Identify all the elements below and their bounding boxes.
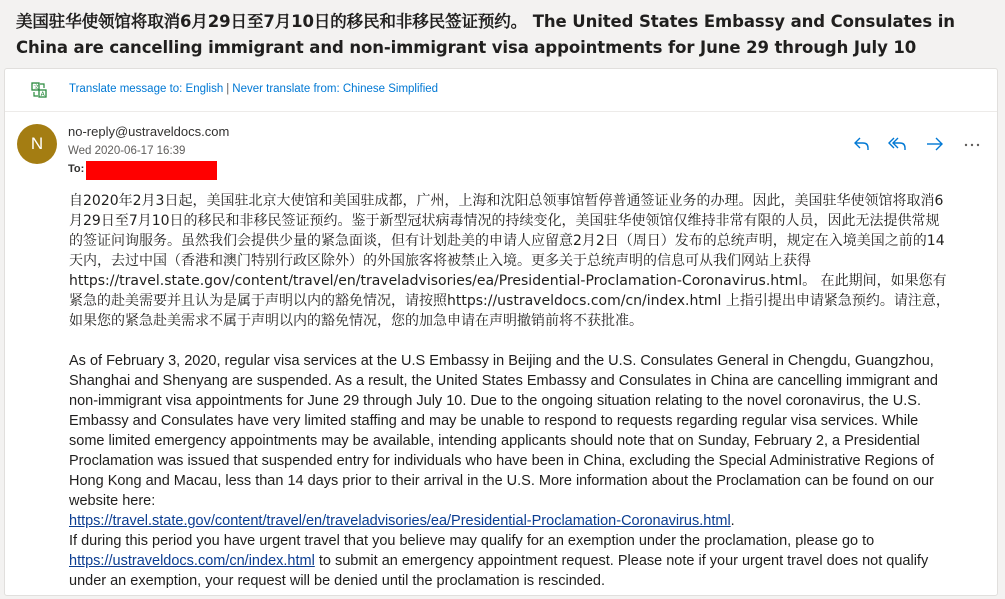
english-text-3: to submit an emergency appointment request. Please note if your urgent travel does not qualify under an exemption, your request will be denied until the proclamation is rescinded.: [69, 553, 929, 589]
avatar: N: [17, 124, 57, 164]
message-body: [69, 191, 953, 591]
forward-icon[interactable]: [924, 134, 946, 154]
chinese-paragraph: 自2020年2月3日起，美国驻北京大使馆和美国驻成都，广州，上海和沈阳总领事馆暂停普通签证业务的办理。因此，美国驻华使领馆将取消6月29日至7月10日的移民和非移民签证预约。鉴于新型冠状病毒情况的持续变化，美国驻华使领馆仅维持非常有限的人员，因此无法提供常规的签证问询服务。虽然我们会提供少量的紧急面谈，但有计划赴美的申请人应留意2月2日（周日）发布的总统声明，规定在入境美国之前的14天内，去过中国（香港和澳门特别行政区除外）的外国旅客将被禁止入境。更多关于总统声明的信息可从我们网站上获得 https://travel.state.gov/content/travel/en/traveladvisories/ea/Presidential-Proclamation-Coronavirus.html。 在此期间，如果您有紧急的赴美需要并且认为是属于声明以内的豁免情况，请按照https://ustraveldocs.com/cn/index.html 上指引提出申请紧急预约。请注意，如果您的紧急赴美需求不属于声明以内的豁免情况，您的加急申请在声明撤销前将不获批准。: [69, 193, 950, 329]
translate-message-link[interactable]: Translate message to: English: [69, 83, 224, 95]
proclamation-link[interactable]: https://travel.state.gov/content/travel/en/traveladvisories/ea/Presidential-Proclamation-Coronavirus.html: [69, 513, 731, 529]
email-subject: 美国驻华使领馆将取消6月29日至7月10日的移民和非移民签证预约。 The United States Embassy and Consulates in China are cancelling immigrant and non-immigrant visa appointments for June 29 through July 10: [16, 12, 955, 57]
redacted-recipient: [86, 161, 217, 180]
recipient-row: [68, 163, 84, 175]
link-suffix: .: [730, 513, 735, 529]
sender-address[interactable]: no-reply@ustraveldocs.com: [68, 124, 230, 139]
to-label: To:: [68, 163, 85, 175]
svg-text:A: A: [40, 91, 45, 98]
ustraveldocs-link[interactable]: https://ustraveldocs.com/cn/index.html: [69, 553, 315, 569]
svg-text:文: 文: [33, 84, 40, 91]
message-card: [4, 68, 998, 596]
english-text-2: If during this period you have urgent travel that you believe may qualify for an exemption under the proclamation, please go to: [69, 533, 875, 549]
translate-bar: [5, 69, 997, 112]
english-text-1: As of February 3, 2020, regular visa services at the U.S Embassy in Beijing and the U.S. Consulates General in Chengdu, Guangzhou, Shanghai and Shenyang are suspended. As a result, the United States Embassy and Consulates in China are cancelling immigrant and non-immigrant visa appointments for June 29 through July 10. Due to the ongoing situation relating to the novel coronavirus, the U.S. Embassy and Consulates have very limited staffing and may be unable to respond to requests regarding regular visa services. While some limited emergency appointments may be available, intending applicants should note that on Sunday, February 2, a Presidential Proclamation was issued that suspended entry for individuals who have been in China, excluding the Special Administrative Regions of Hong Kong and Macau, less than 14 days prior to their arrival in the U.S. More information about the Proclamation can be found on our website here:: [69, 353, 938, 509]
never-translate-link[interactable]: Never translate from: Chinese Simplified: [232, 83, 439, 95]
translate-icon: [31, 82, 47, 98]
english-paragraph: [69, 351, 953, 591]
reply-all-icon[interactable]: [887, 134, 909, 154]
more-icon[interactable]: [961, 134, 983, 154]
message-date: Wed 2020-06-17 16:39: [68, 145, 186, 157]
translate-separator: |: [226, 83, 230, 95]
reply-icon[interactable]: [851, 134, 873, 154]
